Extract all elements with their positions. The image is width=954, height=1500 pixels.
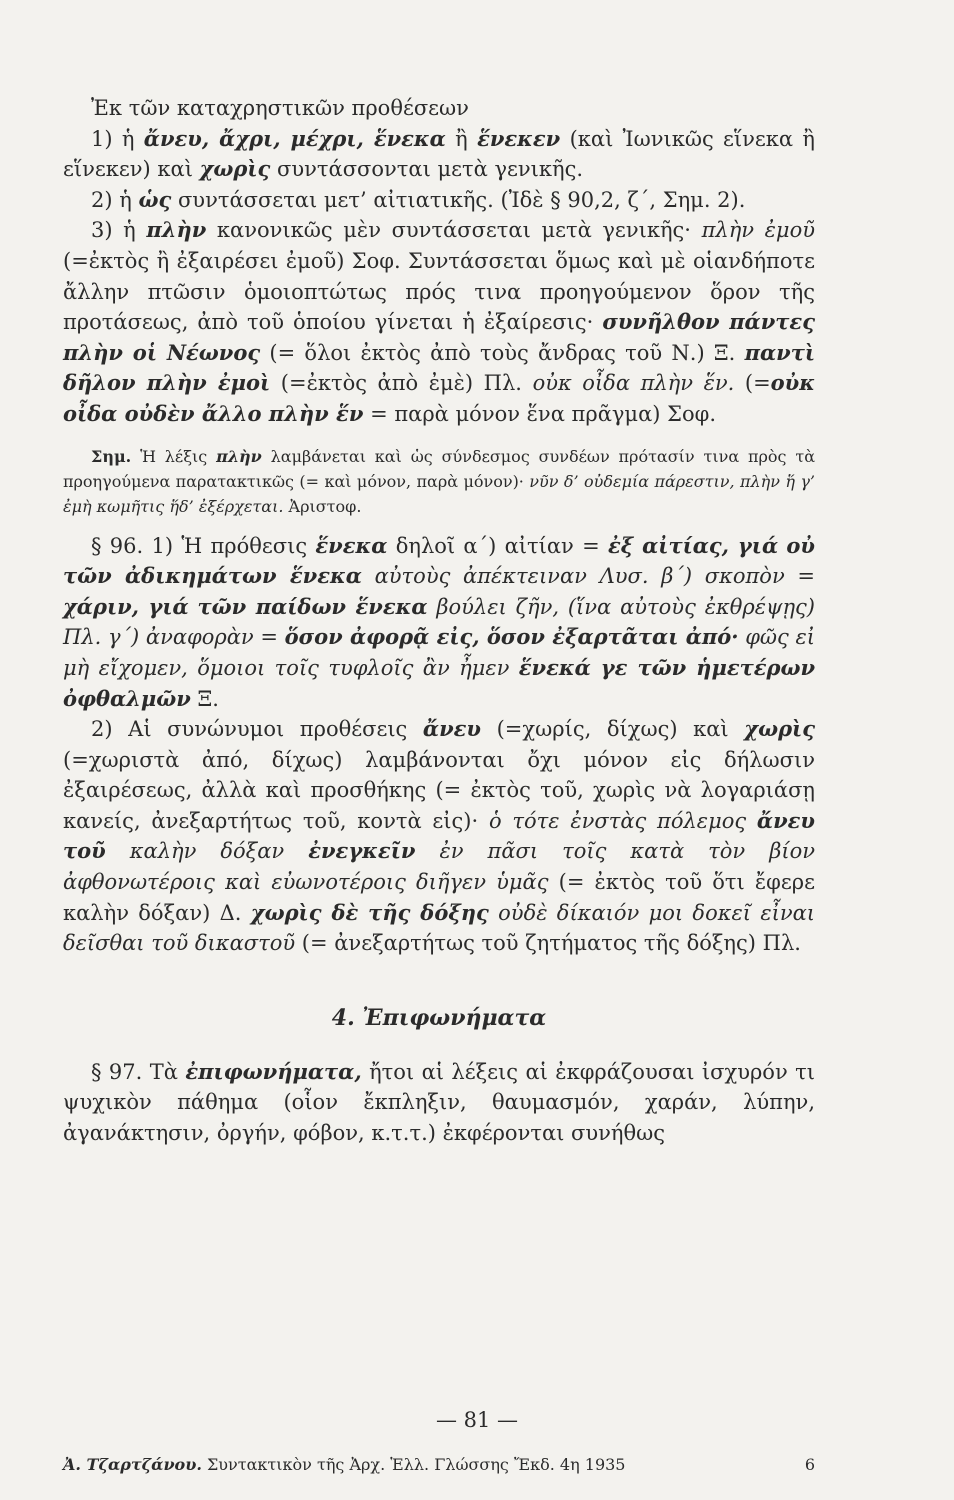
- bold-example: τῶν παίδων ἕνεκα: [197, 593, 428, 619]
- bold-example: ἕνεκά γε τῶν ἡμετέρων ὀφθαλμῶν: [63, 654, 816, 711]
- text: συντάσσονται μετὰ γενικῆς.: [270, 157, 584, 182]
- bold-term: ἄνευ: [422, 716, 481, 742]
- note-label: Σημ.: [91, 446, 132, 466]
- italic-example: νῦν δ’ οὐδεμία πάρεστιν, πλὴν ἥ γ’ ἐμὴ κωμῆτις ἥδ’ ἐξέρχεται.: [63, 471, 816, 516]
- paragraph-3: [63, 215, 815, 429]
- text: [746, 809, 757, 833]
- text: (= ἀνεξαρτήτως τοῦ ζητήματος τῆς δόξης) Πλ.: [295, 931, 801, 956]
- italic-example: ἐν πᾶσι τοῖς κατὰ τὸν βίον ἀφθονωτέροις καὶ εὐωνοτέροις διῆγεν ὑμᾶς: [63, 839, 815, 895]
- text: (=χωριστὰ ἀπό, δίχως) λαμβάνονται ὄχι μόνον εἰς δήλωσιν ἐξαιρέσεως, ἀλλὰ καὶ προσθήκης (= ἐκτὸς τοῦ, χωρὶς νὰ λογαριάσῃ κανείς, ἀνεξαρτήτως τοῦ, κοντὰ εἰς)·: [63, 747, 815, 833]
- bold-term: χάριν, γιά: [63, 593, 189, 619]
- text: (=ἐκτὸς ἀπὸ ἐμὲ) Πλ.: [270, 371, 533, 396]
- text: 2) ἡ: [91, 187, 139, 212]
- footer-title: Συντακτικὸν τῆς Ἀρχ. Ἑλλ. Γλώσσης Ἔκδ. 4η 1935: [206, 1455, 626, 1474]
- bold-term: ἄνευ, ἄχρι, μέχρι, ἕνεκα: [143, 125, 446, 151]
- bold-term: ὡς: [138, 186, 172, 212]
- text: § 96. 1) Ἡ πρόθεσις: [91, 533, 316, 558]
- footer-author: Ἀ. Τζαρτζάνου.: [63, 1455, 202, 1474]
- text: 2) Αἱ συνώνυμοι προθέσεις: [91, 717, 423, 742]
- text: Ἀριστοφ.: [283, 496, 362, 516]
- page-number: — 81 —: [435, 1408, 519, 1432]
- text: Ξ.: [190, 686, 219, 711]
- section-97: [63, 1057, 815, 1149]
- bold-term: χωρὶς: [744, 716, 815, 742]
- bold-term: ἐπιφωνήματα,: [185, 1058, 362, 1084]
- text: [106, 839, 130, 863]
- bold-example: ἐνεγκεῖν: [308, 838, 416, 864]
- italic-example: αὐτοὺς ἀπέκτειναν Λυσ. β΄) σκοπὸν =: [361, 564, 815, 589]
- text: (καὶ Ἰωνικῶς εἵνεκα ἢ εἵνεκεν) καὶ: [63, 126, 816, 182]
- intro-text: Ἐκ τῶν καταχρηστικῶν προθέσεων: [91, 96, 469, 120]
- italic-example: ὁ τότε ἐνστὰς πόλεμος: [488, 808, 747, 833]
- text: [489, 901, 498, 925]
- bold-example: συνῆλθον πάντες πλὴν οἱ Νέωνος: [63, 309, 815, 365]
- text: (=: [734, 371, 771, 396]
- text: = παρὰ μόνον ἕνα πρᾶγμα) Σοφ.: [363, 401, 717, 426]
- note: [63, 444, 815, 519]
- text: § 97. Τὰ: [91, 1059, 186, 1084]
- italic-example: οὐδὲ δίκαιόν μοι δοκεῖ εἶναι δεῖσθαι τοῦ δικαστοῦ: [63, 900, 815, 956]
- section-96-2: [63, 714, 815, 959]
- text: [284, 839, 308, 863]
- paragraph-1: [63, 124, 815, 185]
- text: λαμβάνεται καὶ ὡς σύνδεσμος συνδέων πρότασίν τινα πρὸς τὰ προηγούμενα παρατακτικῶς (= καὶ μόνον, παρὰ μόνον)·: [63, 446, 815, 491]
- bold-term: πλὴν: [146, 217, 207, 243]
- text: δηλοῖ α΄) αἰτίαν =: [387, 533, 608, 558]
- text: ἢ: [445, 126, 478, 151]
- bold-term: ὅσον ἀφορᾷ εἰς, ὅσον ἐξαρτᾶται ἀπό·: [284, 624, 739, 650]
- text: [415, 839, 439, 863]
- text: 1) ἡ: [91, 126, 144, 151]
- italic-example: πλὴν ἐμοῦ: [701, 218, 815, 243]
- paragraph-2: [63, 185, 815, 216]
- footer-citation: [63, 1455, 625, 1474]
- bold-term: χωρὶς: [199, 156, 271, 182]
- italic-example: καλὴν δόξαν: [129, 839, 285, 864]
- text: (=χωρίς, δίχως) καὶ: [481, 717, 745, 742]
- bold-example: χωρὶς δὲ τῆς δόξης: [250, 899, 489, 925]
- bold-term: ἐξ αἰτίας, γιά: [607, 532, 779, 558]
- bold-term: πλὴν: [216, 446, 262, 466]
- text: [189, 595, 198, 619]
- italic-example: φῶς εἰ μὴ εἴχομεν, ὅμοιοι τοῖς τυφλοῖς ἂν ἦμεν: [63, 625, 815, 680]
- text: (=ἐκτὸς ἢ ἐξαιρέσει ἐμοῦ) Σοφ. Συντάσσεται ὅμως καὶ μὲ οἱανδήποτε ἄλλην πτῶσιν ὁμοιοπτώτως πρός τινα προηγούμενον ὅρον τῆς προτάσεως, ἀπὸ τοῦ ὁποίου γίνεται ἡ ἐξαίρεσις·: [63, 248, 815, 335]
- footer: [63, 1455, 815, 1474]
- section-96-1: [63, 531, 815, 715]
- section-heading: 4. Ἐπιφωνήματα: [331, 1004, 547, 1031]
- bold-term: ἕνεκεν: [477, 125, 561, 151]
- bold-example: οὐκ οἶδα οὐδὲν ἄλλο πλὴν ἕν: [63, 370, 815, 426]
- text: Ἡ λέξις: [131, 446, 217, 466]
- bold-example: παντὶ δῆλον πλὴν ἐμοὶ: [63, 339, 815, 396]
- bold-term: ἕνεκα: [315, 532, 388, 558]
- text: (= ὅλοι ἐκτὸς ἀπὸ τοὺς ἄνδρας τοῦ Ν.) Ξ.: [260, 340, 745, 365]
- text: (= ἐκτὸς τοῦ ὅτι ἔφερε καλὴν δόξαν) Δ.: [63, 870, 815, 925]
- text: ἤτοι αἱ λέξεις αἱ ἐκφράζουσαι ἰσχυρόν τι ψυχικὸν πάθημα (οἷον ἔκπληξιν, θαυμασμόν, χαράν, λύπην, ἀγανάκτησιν, ὀργήν, φόβον, κ.τ.τ.) ἐκφέρονται συνήθως: [63, 1059, 815, 1146]
- text: συντάσσεται μετ’ αἰτιατικῆς. (Ἰδὲ § 90,2, ζ΄, Σημ. 2).: [171, 187, 746, 212]
- italic-example: βούλει ζῆν, (ἵνα αὐτοὺς ἐκθρέψῃς) Πλ. γ΄) ἀναφορὰν =: [63, 594, 815, 650]
- text: κανονικῶς μὲν συντάσσεται μετὰ γενικῆς·: [206, 218, 702, 243]
- page-body: [63, 93, 815, 1149]
- bold-example: οὐ τῶν ἀδικημάτων ἕνεκα: [63, 532, 815, 589]
- intro-line: [63, 93, 815, 124]
- bold-example: ἄνευ τοῦ: [63, 807, 815, 864]
- text: 3) ἡ: [91, 218, 147, 243]
- signature-mark: 6: [804, 1455, 815, 1474]
- italic-example: οὐκ οἶδα πλὴν ἕν.: [532, 371, 735, 396]
